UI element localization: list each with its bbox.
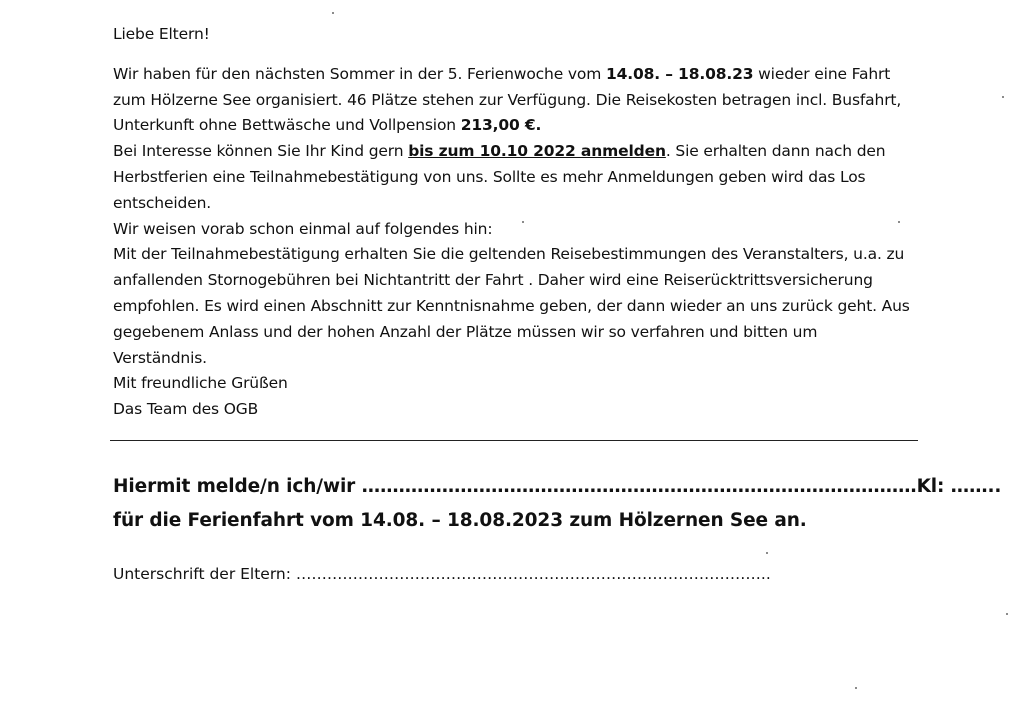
paragraph-trip-info bbox=[113, 62, 913, 217]
trip-dates: 14.08. – 18.08.23 bbox=[605, 64, 754, 83]
registration-line-2: für die Ferienfahrt vom 14.08. – 18.08.2023 zum Hölzernen See an. bbox=[113, 510, 807, 531]
sender-signature: Das Team des OGB bbox=[113, 400, 259, 419]
class-fill-in-field: Kl: …….. bbox=[916, 476, 1002, 497]
trip-intro-text: Wir haben für den nächsten Sommer in der 5. Ferienwoche vom bbox=[113, 64, 606, 83]
registration-intro-text: Bei Interesse können Sie Ihr Kind gern bbox=[113, 142, 409, 161]
closing: Mit freundliche Grüßen bbox=[113, 374, 288, 393]
scan-speck bbox=[1002, 96, 1004, 98]
scan-speck bbox=[766, 552, 768, 554]
signature-fill-in-field: ……………………………………………………………………………….. bbox=[295, 565, 771, 583]
notice-intro: Wir weisen vorab schon einmal auf folgendes hin: bbox=[113, 219, 493, 238]
scan-speck bbox=[522, 221, 524, 223]
scan-speck bbox=[332, 12, 334, 14]
registration-name-label: Hiermit melde/n ich/wir bbox=[113, 476, 362, 497]
confirmation-text: . Sie erhalten dann nach den Herbstferien eine Teilnahmebestätigung von uns. Sollte es mehr Anmeldungen geben wird das Los entscheiden. bbox=[113, 142, 886, 212]
scan-speck bbox=[1006, 613, 1008, 615]
scan-speck bbox=[898, 221, 900, 223]
trip-price: 213,00 €. bbox=[460, 116, 542, 135]
parent-signature-line bbox=[113, 561, 933, 587]
scan-speck bbox=[855, 687, 857, 689]
registration-slip bbox=[113, 470, 1002, 538]
name-fill-in-field: ……………………………………………………………………………… bbox=[361, 476, 917, 497]
letter-body bbox=[113, 22, 913, 423]
signature-label: Unterschrift der Eltern: bbox=[113, 565, 296, 583]
trip-details-text: wieder eine Fahrt zum Hölzerne See organisiert. 46 Plätze stehen zur Verfügung. Die Reisekosten betragen incl. Busfahrt, Unterkunft ohne Bettwäsche und Vollpension bbox=[113, 64, 902, 135]
cut-line-divider bbox=[110, 440, 918, 441]
registration-deadline: bis zum 10.10 2022 anmelden bbox=[408, 142, 666, 161]
salutation: Liebe Eltern! bbox=[113, 25, 210, 43]
registration-line-1 bbox=[113, 470, 1002, 504]
paragraph-notice: Mit der Teilnahmebestätigung erhalten Sie die geltenden Reisebestimmungen des Veranstalters, u.a. zu anfallenden Stornogebühren bei Nichtantritt der Fahrt . Daher wird eine Reiserücktrittsversicherung empfohlen. Es wird einen Abschnitt zur Kenntnisnahme geben, der dann wieder an uns zurück geht. Aus gegebenem Anlass und der hohen Anzahl der Plätze müssen wir so verfahren und bitten um Verständnis. bbox=[113, 245, 910, 367]
